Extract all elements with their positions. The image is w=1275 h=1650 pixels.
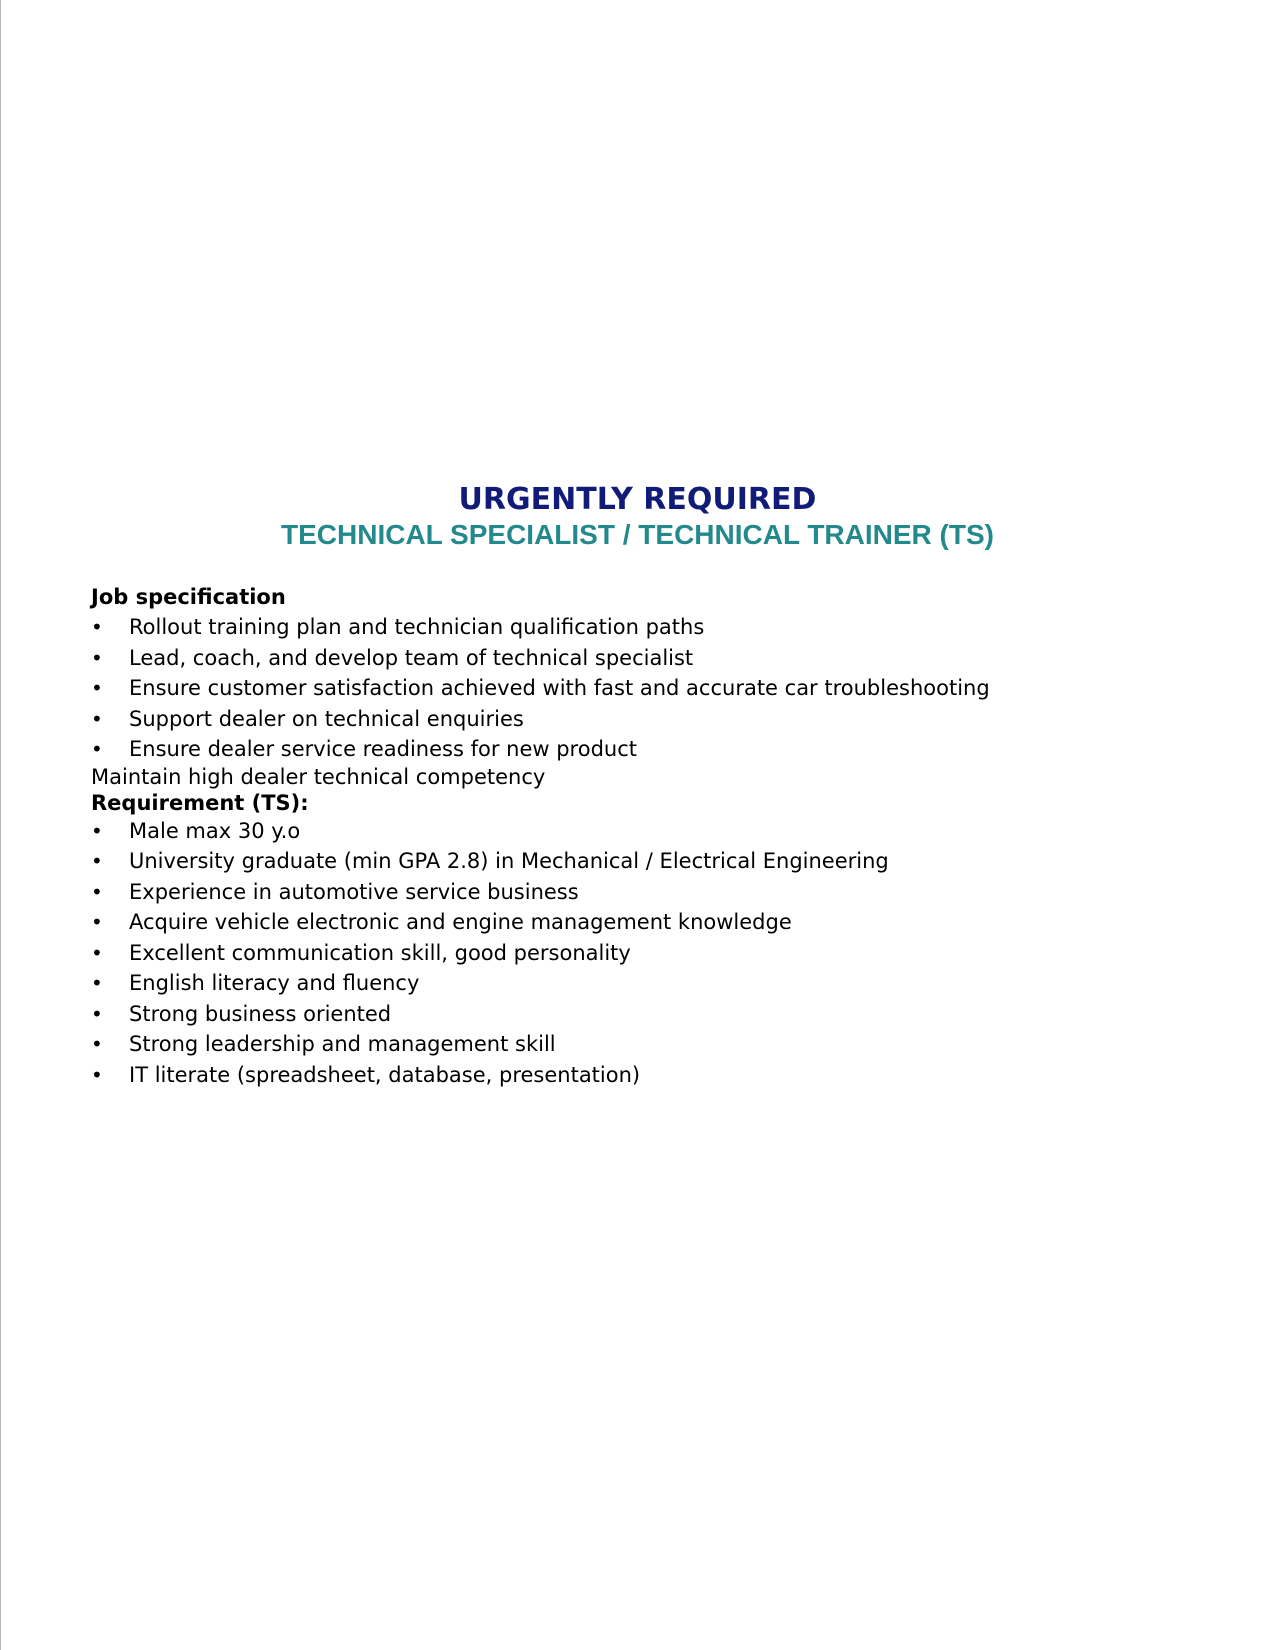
bullet-icon: •: [91, 818, 103, 843]
job-specification-trailing-line: Maintain high dealer technical competency: [91, 764, 546, 789]
list-item: [91, 612, 1191, 643]
list-item: [91, 1060, 1191, 1091]
list-item: [91, 999, 1191, 1030]
list-item-text: Ensure dealer service readiness for new product: [129, 737, 637, 761]
bullet-icon: •: [91, 1032, 103, 1056]
job-specification-list: [91, 612, 1191, 765]
list-item: [91, 734, 1191, 765]
bullet-icon: •: [91, 1001, 103, 1026]
list-item-text: Strong leadership and management skill: [129, 1032, 556, 1056]
list-item: [91, 643, 1191, 674]
bullet-icon: •: [91, 645, 103, 670]
list-item-text: Male max 30 y.o: [129, 818, 301, 843]
bullet-icon: •: [91, 737, 103, 761]
list-item: [91, 846, 1191, 877]
list-item: [91, 877, 1191, 908]
list-item: [91, 704, 1191, 735]
page-title: URGENTLY REQUIRED: [458, 482, 817, 517]
page-subtitle: TECHNICAL SPECIALIST / TECHNICAL TRAINER (TS): [281, 519, 994, 550]
document-body: [91, 582, 1191, 1090]
page-edge: [0, 0, 1, 1650]
list-item-text: Acquire vehicle electronic and engine management knowledge: [129, 910, 792, 934]
list-item-text: University graduate (min GPA 2.8) in Mechanical / Electrical Engineering: [129, 849, 889, 873]
list-item-text: IT literate (spreadsheet, database, presentation): [129, 1062, 641, 1087]
list-item-text: Support dealer on technical enquiries: [129, 706, 524, 731]
requirement-list: [91, 816, 1191, 1091]
list-item: [91, 938, 1191, 969]
bullet-icon: •: [91, 910, 103, 934]
list-item-text: Lead, coach, and develop team of technical specialist: [129, 645, 694, 670]
list-item: [91, 816, 1191, 847]
bullet-icon: •: [91, 879, 103, 904]
list-item-text: Rollout training plan and technician qualification paths: [129, 615, 705, 639]
bullet-icon: •: [91, 615, 103, 639]
list-item-text: Experience in automotive service business: [129, 879, 579, 904]
bullet-icon: •: [91, 706, 103, 731]
list-item: [91, 1029, 1191, 1060]
requirement-heading: Requirement (TS):: [91, 790, 309, 815]
list-item: [91, 673, 1191, 704]
list-item-text: English literacy and fluency: [129, 971, 420, 995]
list-item-text: Strong business oriented: [129, 1001, 392, 1026]
job-specification-heading: Job specification: [91, 585, 286, 609]
bullet-icon: •: [91, 676, 103, 700]
list-item-text: Ensure customer satisfaction achieved with fast and accurate car troubleshooting: [129, 676, 990, 700]
list-item: [91, 968, 1191, 999]
bullet-icon: •: [91, 1062, 103, 1087]
bullet-icon: •: [91, 849, 103, 873]
list-item: [91, 907, 1191, 938]
list-item-text: Excellent communication skill, good personality: [129, 940, 631, 965]
bullet-icon: •: [91, 940, 103, 965]
bullet-icon: •: [91, 971, 103, 995]
